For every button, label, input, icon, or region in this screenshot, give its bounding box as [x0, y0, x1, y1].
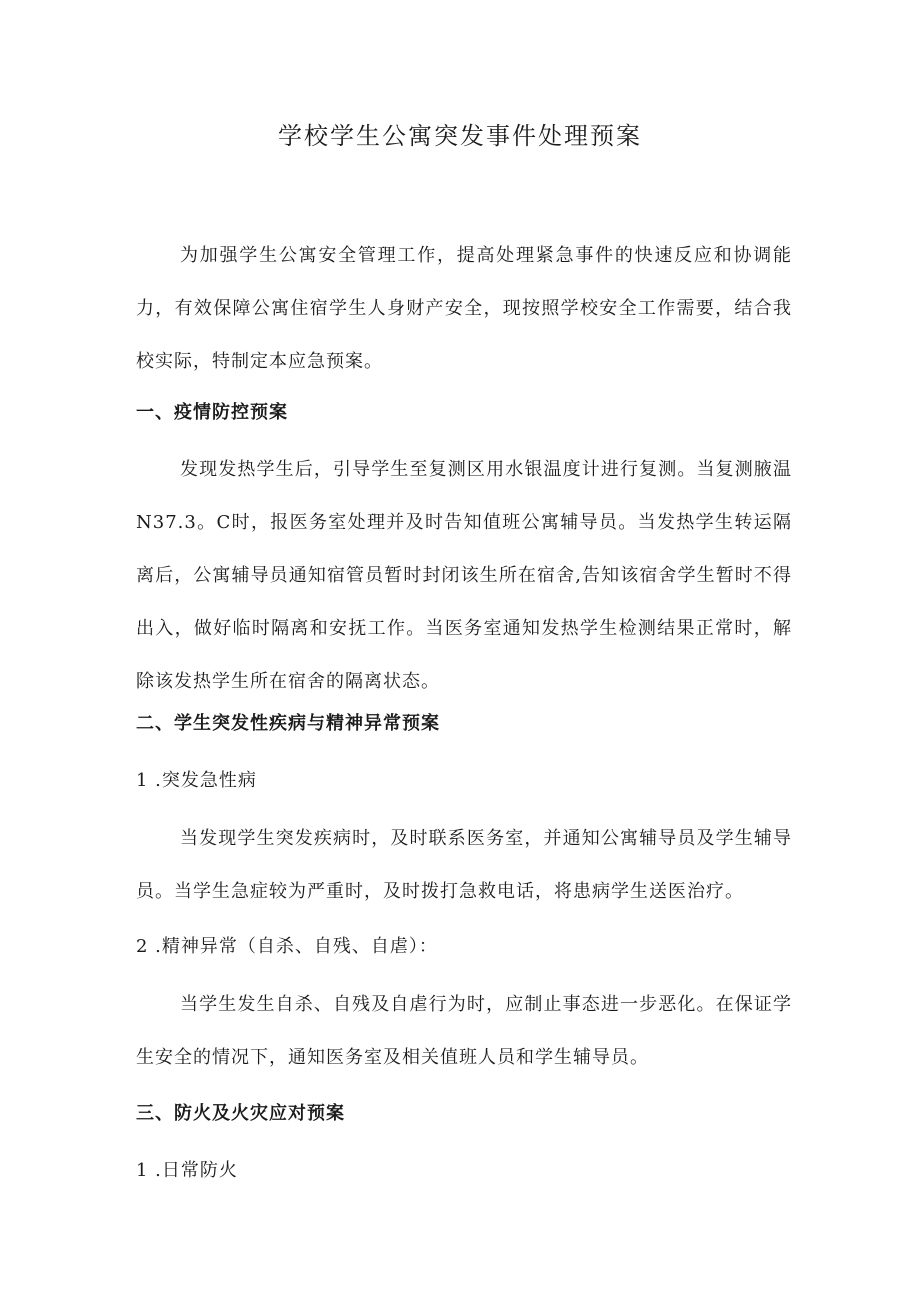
intro-paragraph: 为加强学生公寓安全管理工作，提高处理紧急事件的快速反应和协调能力，有效保障公寓住宿学生人身财产安全，现按照学校安全工作需要，结合我校实际，特制定本应急预案。 [136, 245, 792, 372]
epidemic-paragraph: 发现发热学生后，引导学生至复测区用水银温度计进行复测。当复测腋温N37.3。C时，报医务室处理并及时告知值班公寓辅导员。当发热学生转运隔离后，公寓辅导员通知宿管员暂时封闭该生所在宿舍,告知该宿舍学生暂时不得出入，做好临时隔离和安抚工作。当医务室通知发热学生检测结果正常时，解除该发热学生所在宿舍的隔离状态。 [136, 459, 792, 692]
section-heading-fire: 三、防火及火灾应对预案 [136, 1103, 345, 1124]
document-title: 学校学生公寓突发事件处理预案 [278, 122, 642, 150]
mental-abnormality-paragraph: 当学生发生自杀、自残及自虐行为时，应制止事态进一步恶化。在保证学生安全的情况下，通知医务室及相关值班人员和学生辅导员。 [136, 994, 792, 1068]
section-heading-epidemic: 一、疫情防控预案 [136, 402, 288, 423]
item-mental-abnormality: 2 .精神异常（自杀、自残、自虐）： [136, 936, 438, 957]
acute-illness-paragraph: 当发现学生突发疾病时，及时联系医务室，并通知公寓辅导员及学生辅导员。当学生急症较为严重时，及时拨打急救电话，将患病学生送医治疗。 [136, 828, 792, 902]
item-acute-illness: 1 .突发急性病 [136, 770, 257, 791]
item-daily-fire-prevention: 1 .日常防火 [136, 1160, 238, 1181]
section-heading-illness: 二、学生突发性疾病与精神异常预案 [136, 713, 440, 734]
